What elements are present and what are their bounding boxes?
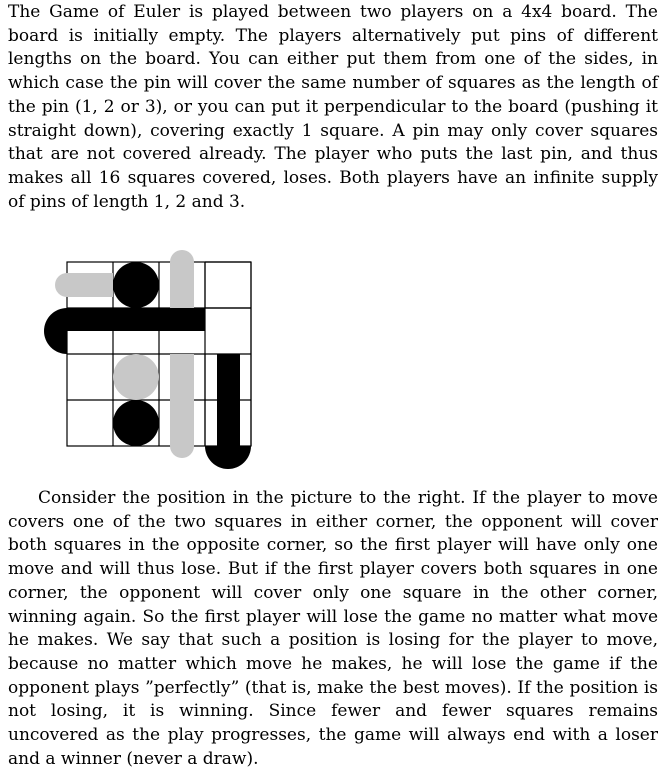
gray-pin-top-down-r3c2 xyxy=(113,354,159,400)
black-pin-row2-end-cap xyxy=(44,308,67,354)
black-pin-col4-end-cap xyxy=(205,446,251,469)
intro-paragraph: The Game of Euler is played between two players on a 4x4 board. The board is initially empty. The players alternatively put pins of different lengths on the board. You can either put them from one of the sides, in which case the pin will cover the same number of squares as the length of the pin (1, 2 or 3), or you can put it perpendicular to the board (pushing it straight down), covering exactly 1 square. A pin may only cover squares that are not covered already. The player who puts the last pin, and thus makes all 16 squares covered, loses. Both players have an infinite supply of pins of length 1, 2 and 3. xyxy=(8,2,658,212)
gray-pin-col3-bottom xyxy=(170,354,194,458)
gray-pin-col3-top xyxy=(170,250,194,308)
black-pin-row2-left xyxy=(58,308,205,331)
explanation-paragraph: Consider the position in the picture to the right. If the player to move covers one of the two squares in either corner, the opponent will cover both squares in the opposite corner, so the first player will have only one move and will thus lose. But if the first player covers both squares in one corner, the opponent will cover only one square in the other corner, winning again. So the first player will lose the game no matter what move he makes. We say that such a position is losing for the player to move, because no matter which move he makes, he will lose the game if the opponent plays ”perfectly” (that is, make the best moves). If the position is not losing, it is winning. Since fewer and fewer squares remains uncovered as the play progresses, the game will always end with a loser and a winner (never a draw). xyxy=(8,488,658,769)
black-pin-top-down-r4c2 xyxy=(113,400,159,446)
black-pin-top-down-r1c2 xyxy=(113,262,159,308)
black-pin-col4-bottom xyxy=(217,354,240,446)
game-board-figure xyxy=(44,240,256,472)
gray-pin-row1-left xyxy=(55,273,113,297)
